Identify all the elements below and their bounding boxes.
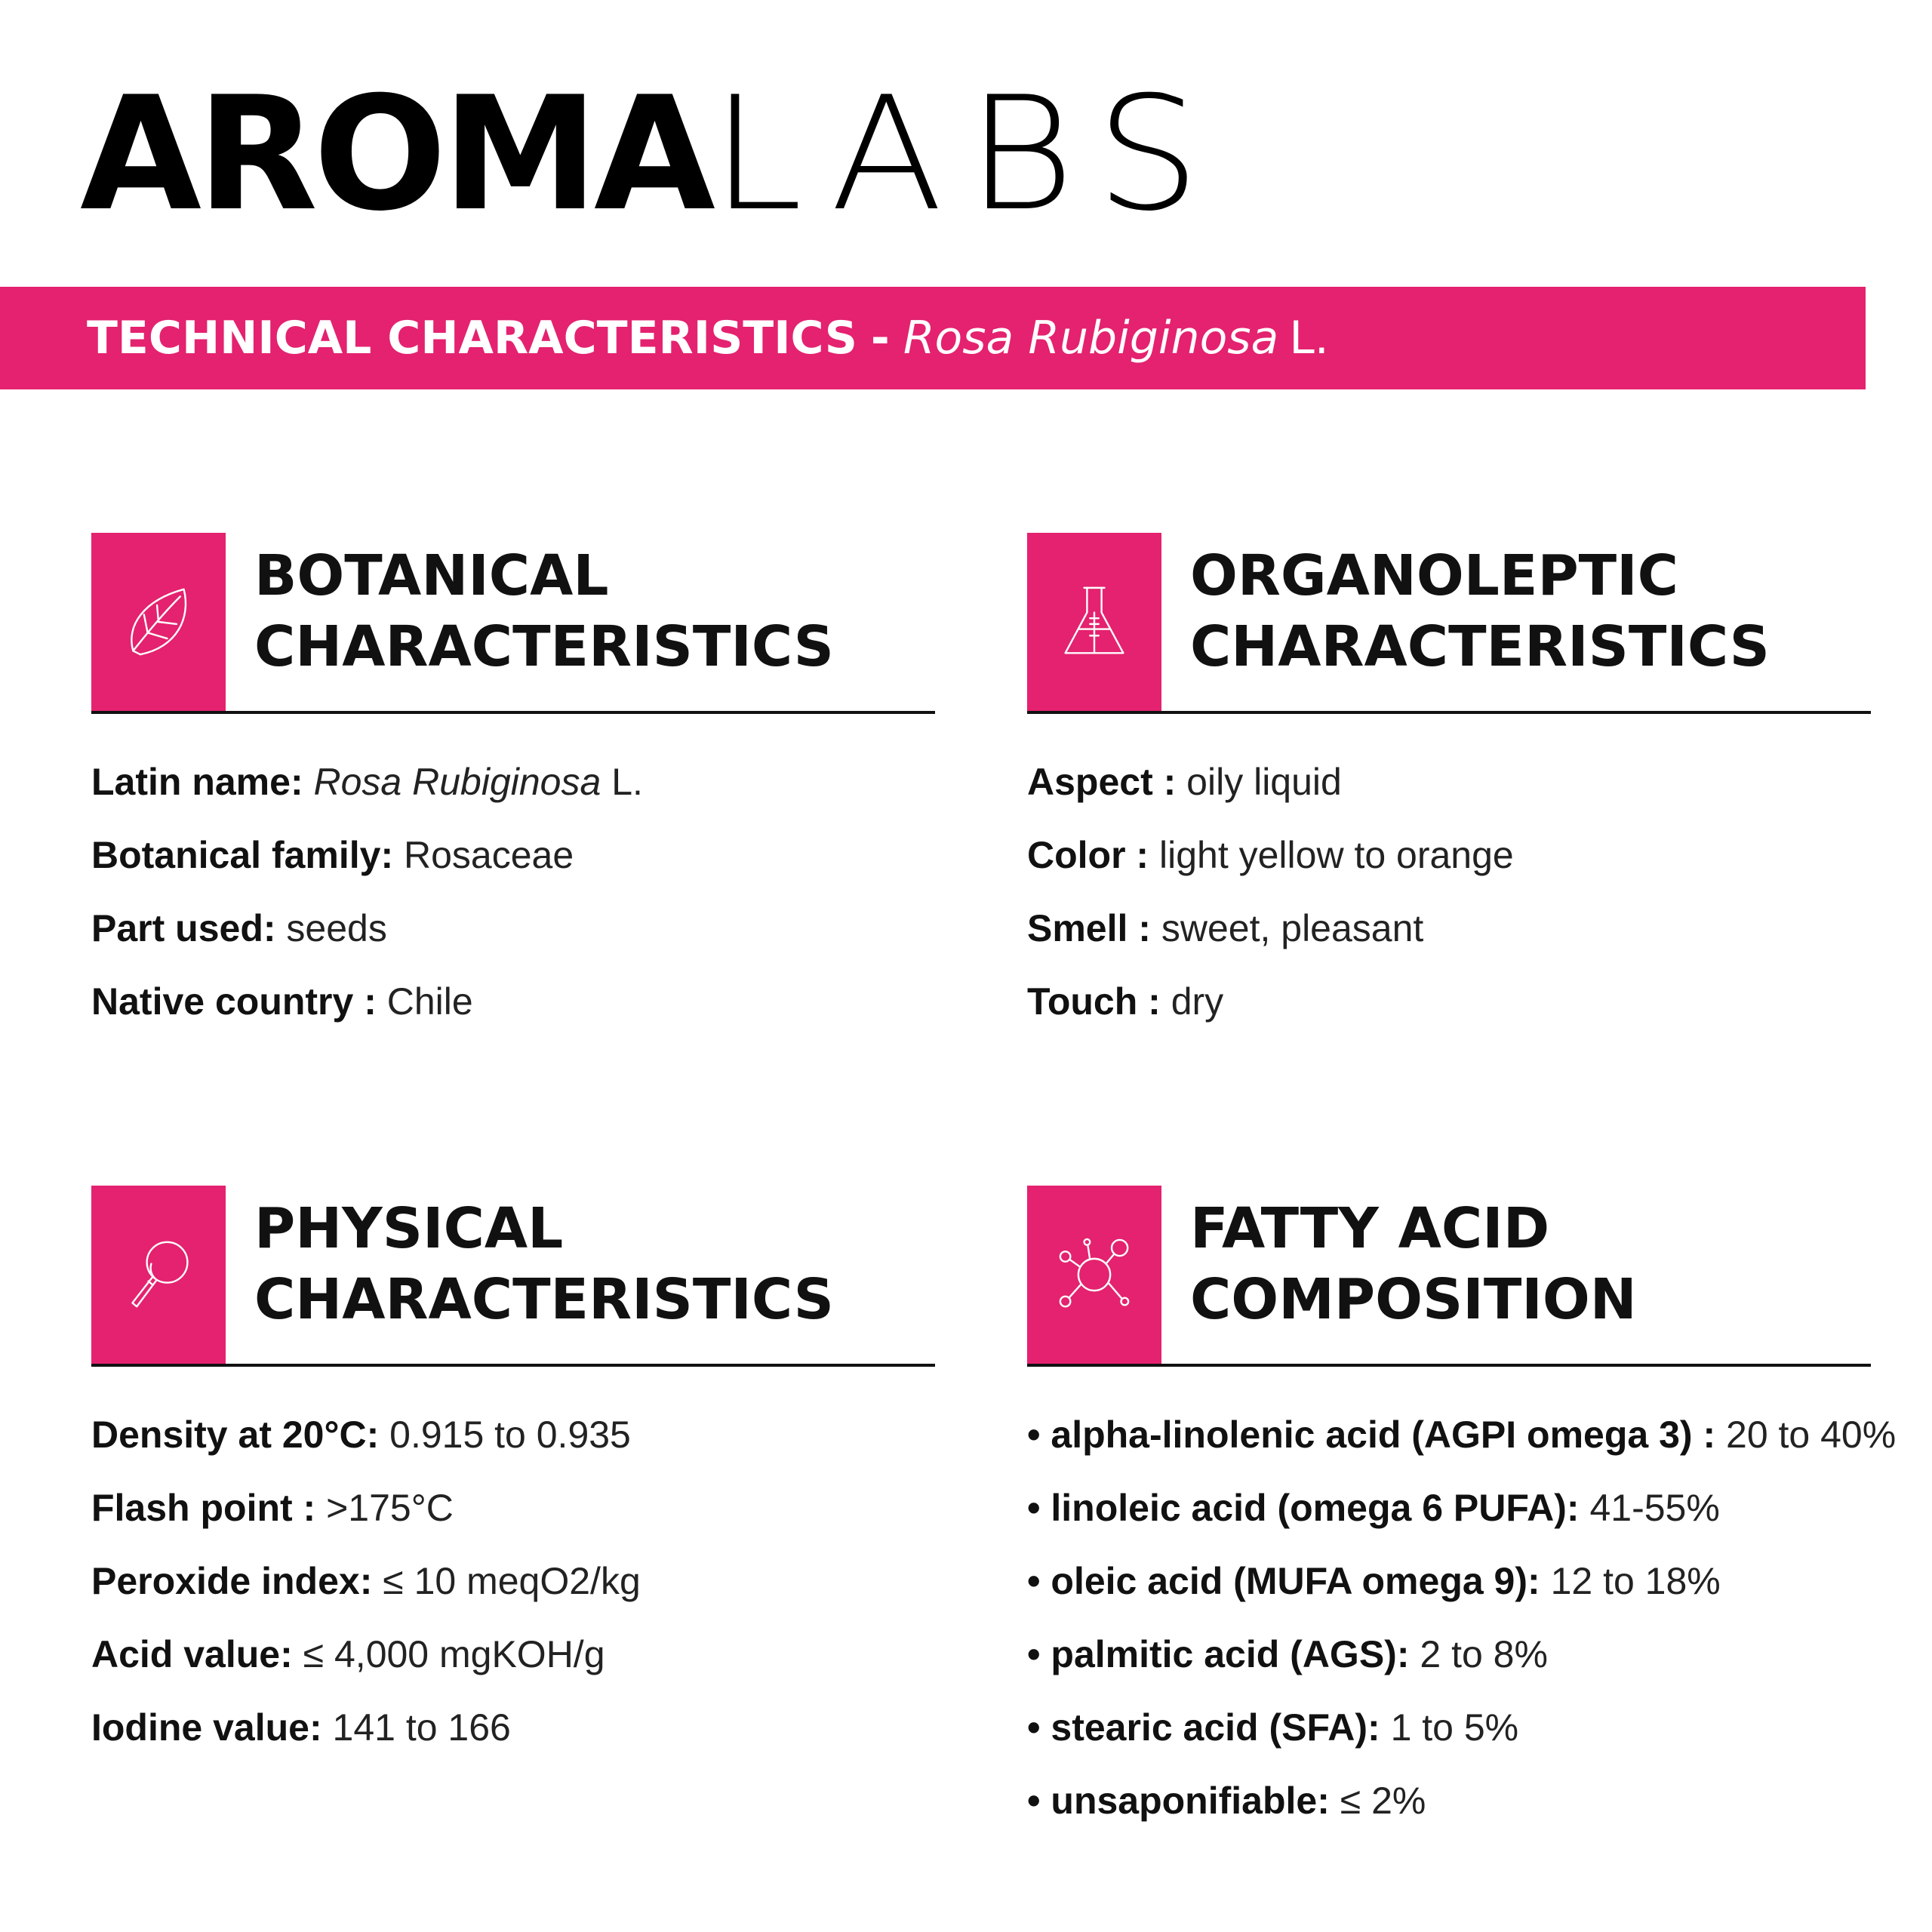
row-label: • stearic acid (SFA): [1027, 1706, 1380, 1749]
banner-species: Rosa Rubiginosa [903, 312, 1279, 365]
list-item [1027, 892, 1871, 965]
row-label: • palmitic acid (AGS): [1027, 1633, 1410, 1675]
physical-rows [91, 1398, 935, 1764]
brand-bold: AROMA [80, 63, 711, 246]
row-label: • alpha-linolenic acid (AGPI omega 3) : [1027, 1414, 1716, 1456]
row-label: Native country : [91, 980, 377, 1023]
row-value: 2 to 8% [1420, 1633, 1548, 1675]
fatty-acid-section [1027, 1186, 1897, 1838]
row-label: Density at 20°C: [91, 1414, 380, 1456]
row-label: Aspect : [1027, 761, 1177, 803]
title-line-2: CHARACTERISTICS [1190, 614, 1770, 679]
row-value: sweet, pleasant [1161, 907, 1424, 949]
row-value: 41-55% [1589, 1487, 1720, 1529]
title-line-1: BOTANICAL [254, 543, 609, 608]
list-item [1027, 1764, 1871, 1838]
list-item [91, 1398, 935, 1472]
row-value: ≤ 4,000 mgKOH/g [303, 1633, 605, 1675]
row-value: ≤ 10 meqO2/kg [383, 1560, 641, 1602]
row-value: 1 to 5% [1390, 1706, 1519, 1749]
section-title [1190, 1193, 1637, 1335]
row-label: Peroxide index: [91, 1560, 373, 1602]
list-item [1027, 1618, 1871, 1691]
icon-box [1027, 533, 1161, 711]
list-item [91, 1545, 935, 1618]
row-value-italic: Rosa Rubiginosa [313, 761, 601, 803]
molecule-icon [1058, 1233, 1131, 1316]
section-header [91, 1186, 935, 1367]
section-header [91, 533, 935, 714]
row-label: Color : [1027, 834, 1149, 876]
row-value: 0.915 to 0.935 [389, 1414, 631, 1456]
title-line-2: CHARACTERISTICS [254, 1267, 834, 1332]
organoleptic-section [1027, 533, 1871, 1038]
list-item [1027, 965, 1871, 1038]
botanical-section [91, 533, 935, 1038]
list-item [1027, 1398, 1897, 1472]
row-label: Flash point : [91, 1487, 316, 1529]
row-label: Acid value: [91, 1633, 293, 1675]
title-line-1: FATTY ACID [1190, 1196, 1550, 1261]
banner-title: TECHNICAL CHARACTERISTICS [87, 312, 857, 365]
icon-box [91, 1186, 226, 1364]
magnifier-icon [122, 1233, 195, 1316]
icon-box [91, 533, 226, 711]
leaf-icon [122, 580, 195, 663]
title-line-1: ORGANOLEPTIC [1190, 543, 1678, 608]
row-label: Part used: [91, 907, 276, 949]
brand-logo [80, 63, 1224, 246]
row-value: seeds [286, 907, 387, 949]
list-item [1027, 819, 1871, 892]
organoleptic-rows [1027, 746, 1871, 1038]
icon-box [1027, 1186, 1161, 1364]
row-value: oily liquid [1186, 761, 1342, 803]
title-line-2: CHARACTERISTICS [254, 614, 834, 679]
row-label: Latin name: [91, 761, 303, 803]
list-item [91, 892, 935, 965]
row-value: L. [611, 761, 643, 803]
row-value: light yellow to orange [1159, 834, 1514, 876]
title-banner [0, 287, 1866, 389]
row-value: ≤ 2% [1340, 1780, 1426, 1822]
row-value: 141 to 166 [332, 1706, 511, 1749]
row-value: Chile [386, 980, 473, 1023]
list-item [91, 1691, 935, 1764]
physical-section [91, 1186, 935, 1764]
title-line-2: COMPOSITION [1190, 1267, 1637, 1332]
row-label: Botanical family: [91, 834, 394, 876]
title-line-1: PHYSICAL [254, 1196, 564, 1261]
banner-suffix: L. [1289, 312, 1329, 365]
row-value: Rosaceae [404, 834, 574, 876]
list-item [91, 965, 935, 1038]
row-label: Touch : [1027, 980, 1161, 1023]
section-title [1190, 540, 1770, 682]
list-item [1027, 746, 1871, 819]
flask-icon [1058, 580, 1131, 663]
botanical-rows [91, 746, 935, 1038]
row-label: • unsaponifiable: [1027, 1780, 1330, 1822]
list-item [1027, 1472, 1871, 1545]
section-header [1027, 1186, 1871, 1367]
list-item [1027, 1691, 1871, 1764]
row-value: 12 to 18% [1550, 1560, 1721, 1602]
row-value: dry [1171, 980, 1224, 1023]
fatty-acid-rows [1027, 1398, 1897, 1838]
row-label: • oleic acid (MUFA omega 9): [1027, 1560, 1540, 1602]
row-value: >175°C [326, 1487, 454, 1529]
list-item [91, 746, 935, 819]
list-item [1027, 1545, 1871, 1618]
list-item [91, 1472, 935, 1545]
brand-light: LABS [710, 63, 1224, 246]
list-item [91, 819, 935, 892]
row-label: Smell : [1027, 907, 1151, 949]
section-title [254, 540, 834, 682]
row-label: Iodine value: [91, 1706, 322, 1749]
row-label: • linoleic acid (omega 6 PUFA): [1027, 1487, 1580, 1529]
section-header [1027, 533, 1871, 714]
row-value: 20 to 40% [1726, 1414, 1897, 1456]
list-item [91, 1618, 935, 1691]
section-title [254, 1193, 834, 1335]
banner-dash: - [870, 312, 890, 365]
